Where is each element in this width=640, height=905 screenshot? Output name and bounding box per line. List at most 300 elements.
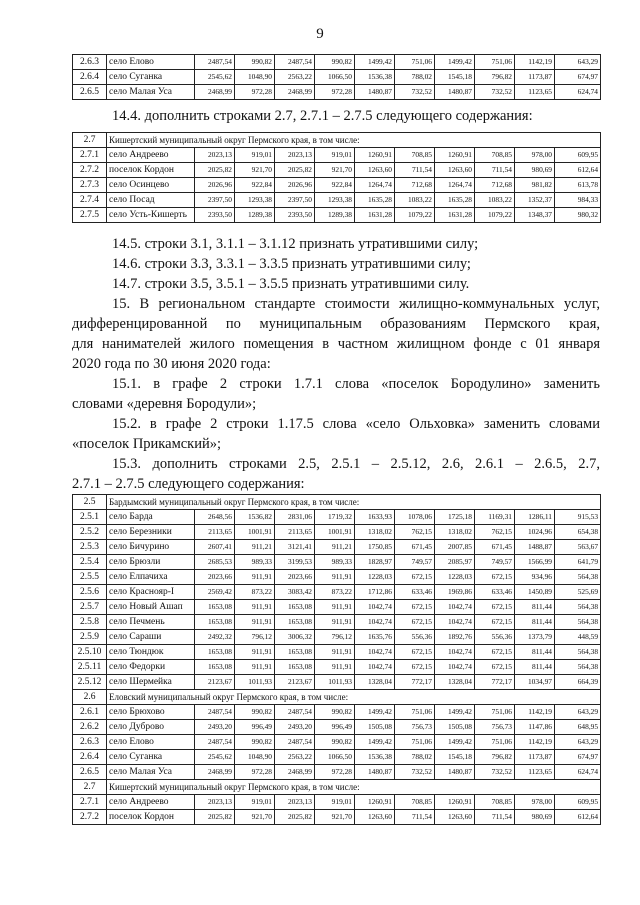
paragraph-15-1 bbox=[72, 374, 600, 414]
value-cell: 751,06 bbox=[395, 705, 435, 720]
table-row bbox=[73, 55, 601, 70]
value-cell: 1653,08 bbox=[195, 645, 235, 660]
value-cell: 624,74 bbox=[555, 85, 601, 100]
value-cell: 921,70 bbox=[315, 163, 355, 178]
table-row bbox=[73, 148, 601, 163]
value-cell: 751,06 bbox=[395, 55, 435, 70]
value-cell: 1653,08 bbox=[275, 645, 315, 660]
value-cell: 1066,50 bbox=[315, 70, 355, 85]
paragraph-15-line: дифференцированной по муниципальным образованиям Пермского края, bbox=[72, 316, 600, 332]
value-cell: 1083,22 bbox=[475, 193, 515, 208]
value-cell: 1635,28 bbox=[355, 193, 395, 208]
value-cell: 1011,93 bbox=[235, 675, 275, 690]
row-code: 2.5.10 bbox=[73, 645, 107, 660]
value-cell: 1142,19 bbox=[515, 735, 555, 750]
value-cell: 796,12 bbox=[315, 630, 355, 645]
row-name: село Шермейка bbox=[107, 675, 195, 690]
value-cell: 911,91 bbox=[315, 660, 355, 675]
table-top-fragment bbox=[72, 54, 601, 100]
value-cell: 934,96 bbox=[515, 570, 555, 585]
value-cell: 981,82 bbox=[515, 178, 555, 193]
value-cell: 2468,99 bbox=[195, 85, 235, 100]
value-cell: 2648,56 bbox=[195, 510, 235, 525]
value-cell: 711,54 bbox=[395, 163, 435, 178]
group-title: Кишертский муниципальный округ Пермского края, в том числе: bbox=[107, 780, 601, 795]
row-code: 2.7.3 bbox=[73, 178, 107, 193]
value-cell: 996,49 bbox=[315, 720, 355, 735]
value-cell: 2023,13 bbox=[275, 148, 315, 163]
table-row bbox=[73, 765, 601, 780]
value-cell: 919,01 bbox=[315, 148, 355, 163]
value-cell: 1011,93 bbox=[315, 675, 355, 690]
value-cell: 922,84 bbox=[235, 178, 275, 193]
row-code: 2.6.3 bbox=[73, 735, 107, 750]
value-cell: 911,91 bbox=[235, 570, 275, 585]
value-cell: 1499,42 bbox=[355, 735, 395, 750]
value-cell: 2487,54 bbox=[195, 55, 235, 70]
row-code: 2.5.9 bbox=[73, 630, 107, 645]
table-row bbox=[73, 645, 601, 660]
value-cell: 788,02 bbox=[395, 70, 435, 85]
value-cell: 1328,04 bbox=[435, 675, 475, 690]
value-cell: 796,12 bbox=[235, 630, 275, 645]
value-cell: 2123,67 bbox=[275, 675, 315, 690]
value-cell: 751,06 bbox=[395, 735, 435, 750]
value-cell: 911,91 bbox=[315, 600, 355, 615]
value-cell: 1505,08 bbox=[355, 720, 395, 735]
value-cell: 2393,50 bbox=[275, 208, 315, 223]
value-cell: 3121,41 bbox=[275, 540, 315, 555]
value-cell: 972,28 bbox=[315, 765, 355, 780]
value-cell: 911,91 bbox=[235, 615, 275, 630]
value-cell: 1289,38 bbox=[235, 208, 275, 223]
value-cell: 922,84 bbox=[315, 178, 355, 193]
table-row bbox=[73, 585, 601, 600]
value-cell: 654,38 bbox=[555, 525, 601, 540]
value-cell: 1260,91 bbox=[435, 795, 475, 810]
value-cell: 1480,87 bbox=[435, 765, 475, 780]
paragraph-15-line: 2020 года по 30 июня 2020 года: bbox=[72, 356, 271, 372]
value-cell: 1480,87 bbox=[435, 85, 475, 100]
row-code: 2.5.3 bbox=[73, 540, 107, 555]
row-code: 2.6.5 bbox=[73, 85, 107, 100]
value-cell: 990,82 bbox=[235, 705, 275, 720]
value-cell: 1545,18 bbox=[435, 750, 475, 765]
value-cell: 1066,50 bbox=[315, 750, 355, 765]
value-cell: 1969,86 bbox=[435, 585, 475, 600]
row-code: 2.5.1 bbox=[73, 510, 107, 525]
row-code: 2.5.11 bbox=[73, 660, 107, 675]
value-cell: 609,95 bbox=[555, 795, 601, 810]
row-code: 2.5.12 bbox=[73, 675, 107, 690]
row-name: село Брюхово bbox=[107, 705, 195, 720]
value-cell: 2468,99 bbox=[195, 765, 235, 780]
value-cell: 732,52 bbox=[475, 765, 515, 780]
value-cell: 2025,82 bbox=[195, 163, 235, 178]
table-row bbox=[73, 85, 601, 100]
value-cell: 711,54 bbox=[395, 810, 435, 825]
value-cell: 643,29 bbox=[555, 55, 601, 70]
value-cell: 1042,74 bbox=[355, 600, 395, 615]
value-cell: 1228,03 bbox=[435, 570, 475, 585]
value-cell: 1653,08 bbox=[275, 615, 315, 630]
row-name: село Брюзли bbox=[107, 555, 195, 570]
group-code: 2.7 bbox=[73, 780, 107, 795]
value-cell: 1633,93 bbox=[355, 510, 395, 525]
value-cell: 811,44 bbox=[515, 660, 555, 675]
value-cell: 2493,20 bbox=[275, 720, 315, 735]
table-row bbox=[73, 720, 601, 735]
value-cell: 911,91 bbox=[315, 645, 355, 660]
table-row bbox=[73, 70, 601, 85]
value-cell: 672,15 bbox=[475, 645, 515, 660]
value-cell: 672,15 bbox=[395, 660, 435, 675]
value-cell: 1635,28 bbox=[435, 193, 475, 208]
row-code: 2.6.4 bbox=[73, 70, 107, 85]
group-code: 2.6 bbox=[73, 690, 107, 705]
value-cell: 732,52 bbox=[395, 765, 435, 780]
paragraph-14-5: 14.5. строки 3.1, 3.1.1 – 3.1.12 признать утратившими силу; bbox=[112, 236, 479, 252]
value-cell: 2023,66 bbox=[195, 570, 235, 585]
value-cell: 1499,42 bbox=[435, 735, 475, 750]
value-cell: 2023,13 bbox=[195, 148, 235, 163]
value-cell: 1653,08 bbox=[195, 660, 235, 675]
value-cell: 1142,19 bbox=[515, 55, 555, 70]
value-cell: 612,64 bbox=[555, 810, 601, 825]
value-cell: 732,52 bbox=[395, 85, 435, 100]
value-cell: 1892,76 bbox=[435, 630, 475, 645]
value-cell: 873,22 bbox=[315, 585, 355, 600]
value-cell: 2487,54 bbox=[275, 55, 315, 70]
value-cell: 1001,91 bbox=[315, 525, 355, 540]
value-cell: 2685,53 bbox=[195, 555, 235, 570]
table-row bbox=[73, 570, 601, 585]
value-cell: 2545,62 bbox=[195, 750, 235, 765]
value-cell: 980,69 bbox=[515, 810, 555, 825]
value-cell: 751,06 bbox=[475, 735, 515, 750]
value-cell: 643,29 bbox=[555, 735, 601, 750]
value-cell: 1536,38 bbox=[355, 750, 395, 765]
value-cell: 633,46 bbox=[395, 585, 435, 600]
value-cell: 1286,11 bbox=[515, 510, 555, 525]
value-cell: 990,82 bbox=[235, 55, 275, 70]
value-cell: 2487,54 bbox=[275, 735, 315, 750]
table-added-rows bbox=[72, 494, 601, 825]
row-name: село Елово bbox=[107, 735, 195, 750]
row-name: село Суганка bbox=[107, 70, 195, 85]
value-cell: 1635,76 bbox=[355, 630, 395, 645]
value-cell: 972,28 bbox=[315, 85, 355, 100]
value-cell: 3006,32 bbox=[275, 630, 315, 645]
row-code: 2.5.4 bbox=[73, 555, 107, 570]
row-name: село Дуброво bbox=[107, 720, 195, 735]
value-cell: 711,54 bbox=[475, 163, 515, 178]
table-row bbox=[73, 555, 601, 570]
value-cell: 788,02 bbox=[395, 750, 435, 765]
value-cell: 1352,37 bbox=[515, 193, 555, 208]
value-cell: 1480,87 bbox=[355, 765, 395, 780]
row-name: село Березники bbox=[107, 525, 195, 540]
paragraph-15-2-line: 15.2. в графе 2 строки 1.17.5 слова «село Ольховка» заменить словами bbox=[112, 416, 600, 432]
value-cell: 2487,54 bbox=[195, 735, 235, 750]
value-cell: 712,68 bbox=[395, 178, 435, 193]
group-header-row bbox=[73, 495, 601, 510]
value-cell: 1499,42 bbox=[355, 705, 395, 720]
value-cell: 2025,82 bbox=[275, 163, 315, 178]
value-cell: 1123,65 bbox=[515, 85, 555, 100]
row-code: 2.6.5 bbox=[73, 765, 107, 780]
value-cell: 756,73 bbox=[395, 720, 435, 735]
row-name: село Андреево bbox=[107, 148, 195, 163]
row-code: 2.5.8 bbox=[73, 615, 107, 630]
value-cell: 708,85 bbox=[395, 148, 435, 163]
row-name: село Суганка bbox=[107, 750, 195, 765]
value-cell: 564,38 bbox=[555, 645, 601, 660]
value-cell: 1048,90 bbox=[235, 750, 275, 765]
value-cell: 984,33 bbox=[555, 193, 601, 208]
value-cell: 1631,28 bbox=[435, 208, 475, 223]
value-cell: 1499,42 bbox=[435, 705, 475, 720]
paragraph-14-4: 14.4. дополнить строками 2.7, 2.7.1 – 2.7.5 следующего содержания: bbox=[112, 108, 533, 124]
value-cell: 1499,42 bbox=[435, 55, 475, 70]
value-cell: 1123,65 bbox=[515, 765, 555, 780]
value-cell: 712,68 bbox=[475, 178, 515, 193]
value-cell: 564,38 bbox=[555, 570, 601, 585]
value-cell: 1653,08 bbox=[275, 600, 315, 615]
row-name: поселок Кордон bbox=[107, 810, 195, 825]
value-cell: 2025,82 bbox=[275, 810, 315, 825]
value-cell: 762,15 bbox=[395, 525, 435, 540]
paragraph-15-line: 15. В региональном стандарте стоимости жилищно-коммунальных услуг, bbox=[112, 296, 600, 312]
row-name: село Тюндюк bbox=[107, 645, 195, 660]
table-row bbox=[73, 795, 601, 810]
value-cell: 1173,87 bbox=[515, 750, 555, 765]
value-cell: 2569,42 bbox=[195, 585, 235, 600]
value-cell: 1079,22 bbox=[475, 208, 515, 223]
paragraph-15-3-line: 2.7.1 – 2.7.5 следующего содержания: bbox=[72, 476, 305, 492]
value-cell: 1042,74 bbox=[355, 615, 395, 630]
value-cell: 1725,18 bbox=[435, 510, 475, 525]
value-cell: 1079,22 bbox=[395, 208, 435, 223]
table-row bbox=[73, 193, 601, 208]
paragraph-15 bbox=[72, 294, 600, 374]
value-cell: 873,22 bbox=[235, 585, 275, 600]
value-cell: 796,82 bbox=[475, 70, 515, 85]
value-cell: 1042,74 bbox=[355, 645, 395, 660]
value-cell: 671,45 bbox=[475, 540, 515, 555]
table-row bbox=[73, 705, 601, 720]
value-cell: 2023,66 bbox=[275, 570, 315, 585]
value-cell: 672,15 bbox=[475, 615, 515, 630]
table-row bbox=[73, 163, 601, 178]
table-row bbox=[73, 675, 601, 690]
group-header-row bbox=[73, 133, 601, 148]
value-cell: 1042,74 bbox=[435, 600, 475, 615]
table-2-7 bbox=[72, 132, 601, 223]
row-code: 2.7.1 bbox=[73, 148, 107, 163]
table-row bbox=[73, 660, 601, 675]
page-number: 9 bbox=[316, 26, 324, 42]
value-cell: 732,52 bbox=[475, 85, 515, 100]
paragraph-15-1-line: 15.1. в графе 2 строки 1.7.1 слова «поселок Бородулино» заменить bbox=[112, 376, 600, 392]
value-cell: 674,97 bbox=[555, 750, 601, 765]
value-cell: 525,69 bbox=[555, 585, 601, 600]
value-cell: 672,15 bbox=[395, 645, 435, 660]
value-cell: 2026,96 bbox=[195, 178, 235, 193]
value-cell: 2487,54 bbox=[275, 705, 315, 720]
row-name: село Печмень bbox=[107, 615, 195, 630]
value-cell: 751,06 bbox=[475, 705, 515, 720]
value-cell: 1505,08 bbox=[435, 720, 475, 735]
row-name: село Посад bbox=[107, 193, 195, 208]
group-code: 2.5 bbox=[73, 495, 107, 510]
value-cell: 772,17 bbox=[395, 675, 435, 690]
value-cell: 1631,28 bbox=[355, 208, 395, 223]
value-cell: 2563,22 bbox=[275, 70, 315, 85]
value-cell: 756,73 bbox=[475, 720, 515, 735]
value-cell: 978,00 bbox=[515, 795, 555, 810]
paragraph-15-line: для нанимателей жилого помещения в частном жилищном фонде с 01 января bbox=[72, 336, 600, 352]
value-cell: 633,46 bbox=[475, 585, 515, 600]
value-cell: 1373,79 bbox=[515, 630, 555, 645]
value-cell: 1480,87 bbox=[355, 85, 395, 100]
row-name: село Сараши bbox=[107, 630, 195, 645]
value-cell: 1545,18 bbox=[435, 70, 475, 85]
row-name: село Андреево bbox=[107, 795, 195, 810]
value-cell: 749,57 bbox=[395, 555, 435, 570]
value-cell: 972,28 bbox=[235, 85, 275, 100]
value-cell: 1078,06 bbox=[395, 510, 435, 525]
value-cell: 811,44 bbox=[515, 615, 555, 630]
value-cell: 1264,74 bbox=[355, 178, 395, 193]
value-cell: 671,45 bbox=[395, 540, 435, 555]
value-cell: 612,64 bbox=[555, 163, 601, 178]
value-cell: 1042,74 bbox=[355, 660, 395, 675]
value-cell: 613,78 bbox=[555, 178, 601, 193]
value-cell: 919,01 bbox=[235, 148, 275, 163]
value-cell: 556,36 bbox=[475, 630, 515, 645]
value-cell: 2113,65 bbox=[195, 525, 235, 540]
value-cell: 672,15 bbox=[395, 570, 435, 585]
value-cell: 1828,97 bbox=[355, 555, 395, 570]
row-code: 2.6.1 bbox=[73, 705, 107, 720]
value-cell: 1263,60 bbox=[355, 163, 395, 178]
table-row bbox=[73, 810, 601, 825]
value-cell: 641,79 bbox=[555, 555, 601, 570]
value-cell: 708,85 bbox=[475, 148, 515, 163]
value-cell: 3199,53 bbox=[275, 555, 315, 570]
value-cell: 921,70 bbox=[235, 163, 275, 178]
value-cell: 980,69 bbox=[515, 163, 555, 178]
value-cell: 1289,38 bbox=[315, 208, 355, 223]
row-code: 2.7.2 bbox=[73, 810, 107, 825]
value-cell: 1719,32 bbox=[315, 510, 355, 525]
value-cell: 772,17 bbox=[475, 675, 515, 690]
value-cell: 796,82 bbox=[475, 750, 515, 765]
paragraph-14-6: 14.6. строки 3.3, 3.3.1 – 3.3.5 признать утратившими силу; bbox=[112, 256, 471, 272]
group-title: Еловский муниципальный округ Пермского края, в том числе: bbox=[107, 690, 601, 705]
value-cell: 911,91 bbox=[235, 645, 275, 660]
value-cell: 1318,02 bbox=[355, 525, 395, 540]
row-code: 2.5.2 bbox=[73, 525, 107, 540]
row-name: село Осинцево bbox=[107, 178, 195, 193]
value-cell: 564,38 bbox=[555, 615, 601, 630]
value-cell: 2023,13 bbox=[275, 795, 315, 810]
value-cell: 980,32 bbox=[555, 208, 601, 223]
table-row bbox=[73, 510, 601, 525]
row-name: село Барда bbox=[107, 510, 195, 525]
row-name: село Малая Уса bbox=[107, 765, 195, 780]
value-cell: 1348,37 bbox=[515, 208, 555, 223]
value-cell: 2468,99 bbox=[275, 765, 315, 780]
value-cell: 915,53 bbox=[555, 510, 601, 525]
value-cell: 672,15 bbox=[395, 615, 435, 630]
value-cell: 2397,50 bbox=[195, 193, 235, 208]
row-name: село Федорки bbox=[107, 660, 195, 675]
value-cell: 1042,74 bbox=[435, 645, 475, 660]
value-cell: 1147,86 bbox=[515, 720, 555, 735]
value-cell: 2545,62 bbox=[195, 70, 235, 85]
value-cell: 1142,19 bbox=[515, 705, 555, 720]
table-row bbox=[73, 525, 601, 540]
value-cell: 921,70 bbox=[315, 810, 355, 825]
value-cell: 1048,90 bbox=[235, 70, 275, 85]
row-code: 2.5.6 bbox=[73, 585, 107, 600]
value-cell: 1042,74 bbox=[435, 615, 475, 630]
value-cell: 624,74 bbox=[555, 765, 601, 780]
value-cell: 919,01 bbox=[235, 795, 275, 810]
row-name: поселок Кордон bbox=[107, 163, 195, 178]
value-cell: 3083,42 bbox=[275, 585, 315, 600]
value-cell: 2468,99 bbox=[275, 85, 315, 100]
value-cell: 2023,13 bbox=[195, 795, 235, 810]
value-cell: 2831,06 bbox=[275, 510, 315, 525]
table-row bbox=[73, 178, 601, 193]
value-cell: 1034,97 bbox=[515, 675, 555, 690]
value-cell: 989,33 bbox=[315, 555, 355, 570]
group-header-row bbox=[73, 780, 601, 795]
value-cell: 2026,96 bbox=[275, 178, 315, 193]
value-cell: 990,82 bbox=[235, 735, 275, 750]
value-cell: 2563,22 bbox=[275, 750, 315, 765]
row-name: село Усть-Кишерть bbox=[107, 208, 195, 223]
row-name: село Новый Ашап bbox=[107, 600, 195, 615]
value-cell: 911,91 bbox=[235, 600, 275, 615]
group-title: Бардымский муниципальный округ Пермского края, в том числе: bbox=[107, 495, 601, 510]
value-cell: 989,33 bbox=[235, 555, 275, 570]
row-code: 2.7.1 bbox=[73, 795, 107, 810]
value-cell: 911,21 bbox=[235, 540, 275, 555]
value-cell: 1536,82 bbox=[235, 510, 275, 525]
row-code: 2.6.3 bbox=[73, 55, 107, 70]
value-cell: 996,49 bbox=[235, 720, 275, 735]
value-cell: 664,39 bbox=[555, 675, 601, 690]
value-cell: 2025,82 bbox=[195, 810, 235, 825]
value-cell: 2113,65 bbox=[275, 525, 315, 540]
value-cell: 911,21 bbox=[315, 540, 355, 555]
row-code: 2.6.2 bbox=[73, 720, 107, 735]
value-cell: 448,59 bbox=[555, 630, 601, 645]
value-cell: 1260,91 bbox=[355, 148, 395, 163]
value-cell: 672,15 bbox=[475, 600, 515, 615]
value-cell: 1260,91 bbox=[435, 148, 475, 163]
value-cell: 1499,42 bbox=[355, 55, 395, 70]
row-code: 2.6.4 bbox=[73, 750, 107, 765]
value-cell: 990,82 bbox=[315, 735, 355, 750]
value-cell: 1001,91 bbox=[235, 525, 275, 540]
value-cell: 1293,38 bbox=[315, 193, 355, 208]
value-cell: 1042,74 bbox=[435, 660, 475, 675]
